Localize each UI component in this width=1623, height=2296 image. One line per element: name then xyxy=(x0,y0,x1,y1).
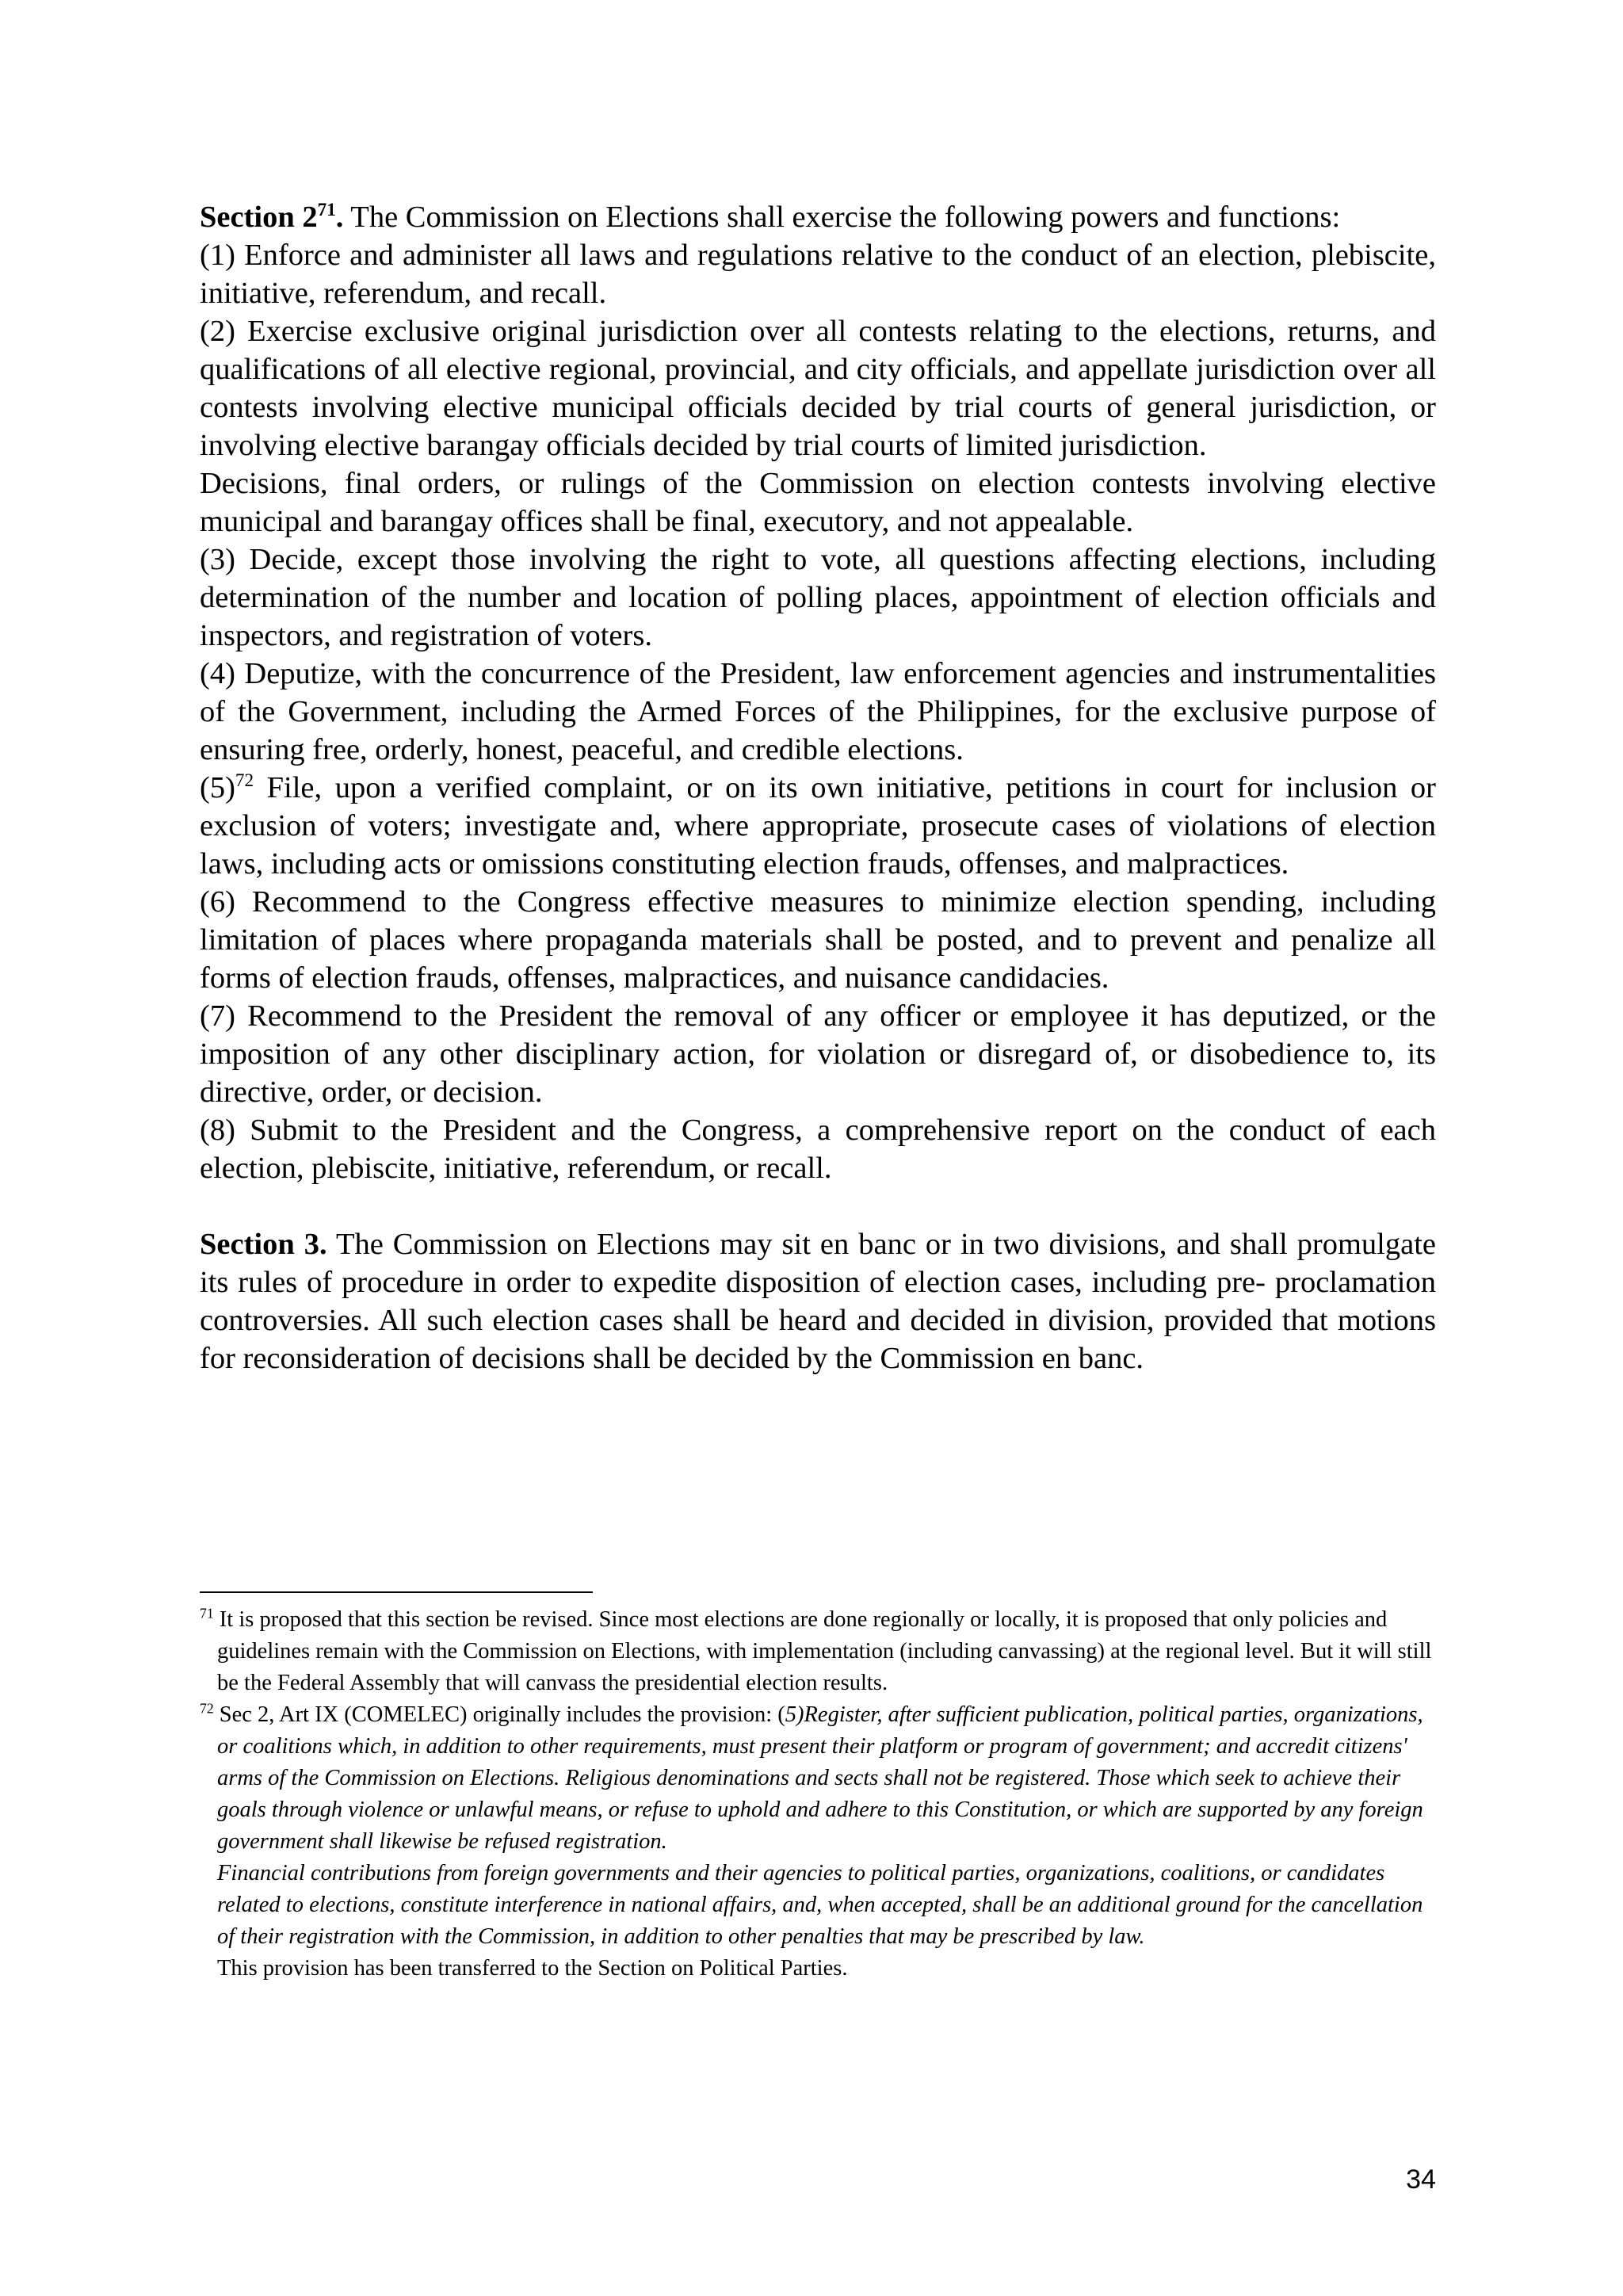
footnotes xyxy=(200,1604,1436,1985)
power-5-text: File, upon a verified complaint, or on its own initiative, petitions in court for inclusion or exclusion of voters; investigate and, where appropriate, prosecute cases of violations of election laws, including acts or omissions constituting election frauds, offenses, and malpractices. xyxy=(200,771,1436,881)
paragraph-gap xyxy=(200,1187,1436,1225)
power-6: (6) Recommend to the Congress effective measures to minimize election spending, including limitation of places where propaganda materials shall be posted, and to prevent and penalize all forms of election frauds, offenses, malpractices, and nuisance candidacies. xyxy=(200,885,1436,995)
footnote-72 xyxy=(200,1699,1436,1985)
section-3-heading: Section 3. xyxy=(200,1228,327,1261)
section-3 xyxy=(200,1225,1436,1377)
power-1: (1) Enforce and administer all laws and regulations relative to the conduct of an election, plebiscite, initiative, referendum, and recall. xyxy=(200,239,1436,310)
power-8: (8) Submit to the President and the Congress, a comprehensive report on the conduct of each election, plebiscite, initiative, referendum, or recall. xyxy=(200,1114,1436,1185)
power-4: (4) Deputize, with the concurrence of the President, law enforcement agencies and instrumentalities of the Government, including the Armed Forces of the Philippines, for the exclusive purpose of ensuring free, orderly, honest, peaceful, and credible elections. xyxy=(200,657,1436,766)
footnote-ref-72[interactable]: 72 xyxy=(235,770,254,791)
power-7: (7) Recommend to the President the removal of any officer or employee it has deputized, or the imposition of any other disciplinary action, for violation or disregard of, or disobedience to, its directive, order, or decision. xyxy=(200,999,1436,1109)
page-number: 34 xyxy=(1406,2164,1436,2195)
footnote-71-number: 71 xyxy=(200,1605,214,1622)
footnote-separator xyxy=(200,1591,593,1593)
footnote-ref-71[interactable]: 71 xyxy=(317,199,336,220)
footnote-71 xyxy=(200,1604,1436,1699)
main-text xyxy=(200,198,1436,1377)
section-2-punct: . xyxy=(335,201,344,234)
power-2-decisions: Decisions, final orders, or rulings of the Commission on election contests involving elective municipal and barangay offices shall be final, executory, and not appealable. xyxy=(200,467,1436,538)
power-2: (2) Exercise exclusive original jurisdiction over all contests relating to the elections, returns, and qualifications of all elective regional, provincial, and city officials, and appellate jurisdiction over all contests involving elective municipal officials decided by trial courts of general jurisdiction, or involving elective barangay officials decided by trial courts of limited jurisdiction. xyxy=(200,315,1436,462)
section-2-intro xyxy=(200,198,1436,236)
power-3: (3) Decide, except those involving the right to vote, all questions affecting elections, including determination of the number and location of polling places, appointment of election officials and inspectors, and registration of voters. xyxy=(200,543,1436,652)
section-2-heading: Section 2 xyxy=(200,201,318,234)
power-5 xyxy=(200,769,1436,883)
section-2-intro-text: The Commission on Elections shall exercise the following powers and functions: xyxy=(343,201,1341,234)
footnote-71-text: It is proposed that this section be revised. Since most elections are done regionally or locally, it is proposed that only policies and guidelines remain with the Commission on Elections, with implementation (including canvassing) at the regional level. But it will still be the Federal Assembly that will canvass the presidential election results. xyxy=(213,1607,1432,1695)
footnote-72-quoted-provision: 5)Register, after sufficient publication, political parties, organizations, or coalitions which, in addition to other requirements, must present their platform or program of government; and accredit citizens' arms of the Commission on Elections. Religious denominations and sects shall not be registered. Those which seek to achieve their goals through violence or unlawful means, or refuse to uphold and adhere to this Constitution, or which are supported by any foreign government shall likewise be refused registration. xyxy=(217,1702,1423,1854)
footnote-72-lead: Sec 2, Art IX (COMELEC) originally includes the provision: ( xyxy=(213,1702,785,1727)
footnote-72-quoted-financial: Financial contributions from foreign governments and their agencies to political parties, organizations, coalitions, or candidates related to elections, constitute interference in national affairs, and, when accepted, shall be an additional ground for the cancellation of their registration with the Commission, in addition to other penalties that may be prescribed by law. xyxy=(217,1861,1423,1949)
power-5-number: (5) xyxy=(200,771,235,804)
section-3-text: The Commission on Elections may sit en banc or in two divisions, and shall promulgate its rules of procedure in order to expedite disposition of election cases, including pre- proclamation controversies. All such election cases shall be heard and decided in division, provided that motions for reconsideration of decisions shall be decided by the Commission en banc. xyxy=(200,1228,1436,1375)
footnote-72-number: 72 xyxy=(200,1700,214,1717)
footnote-72-closing: This provision has been transferred to the Section on Political Parties. xyxy=(217,1956,848,1981)
